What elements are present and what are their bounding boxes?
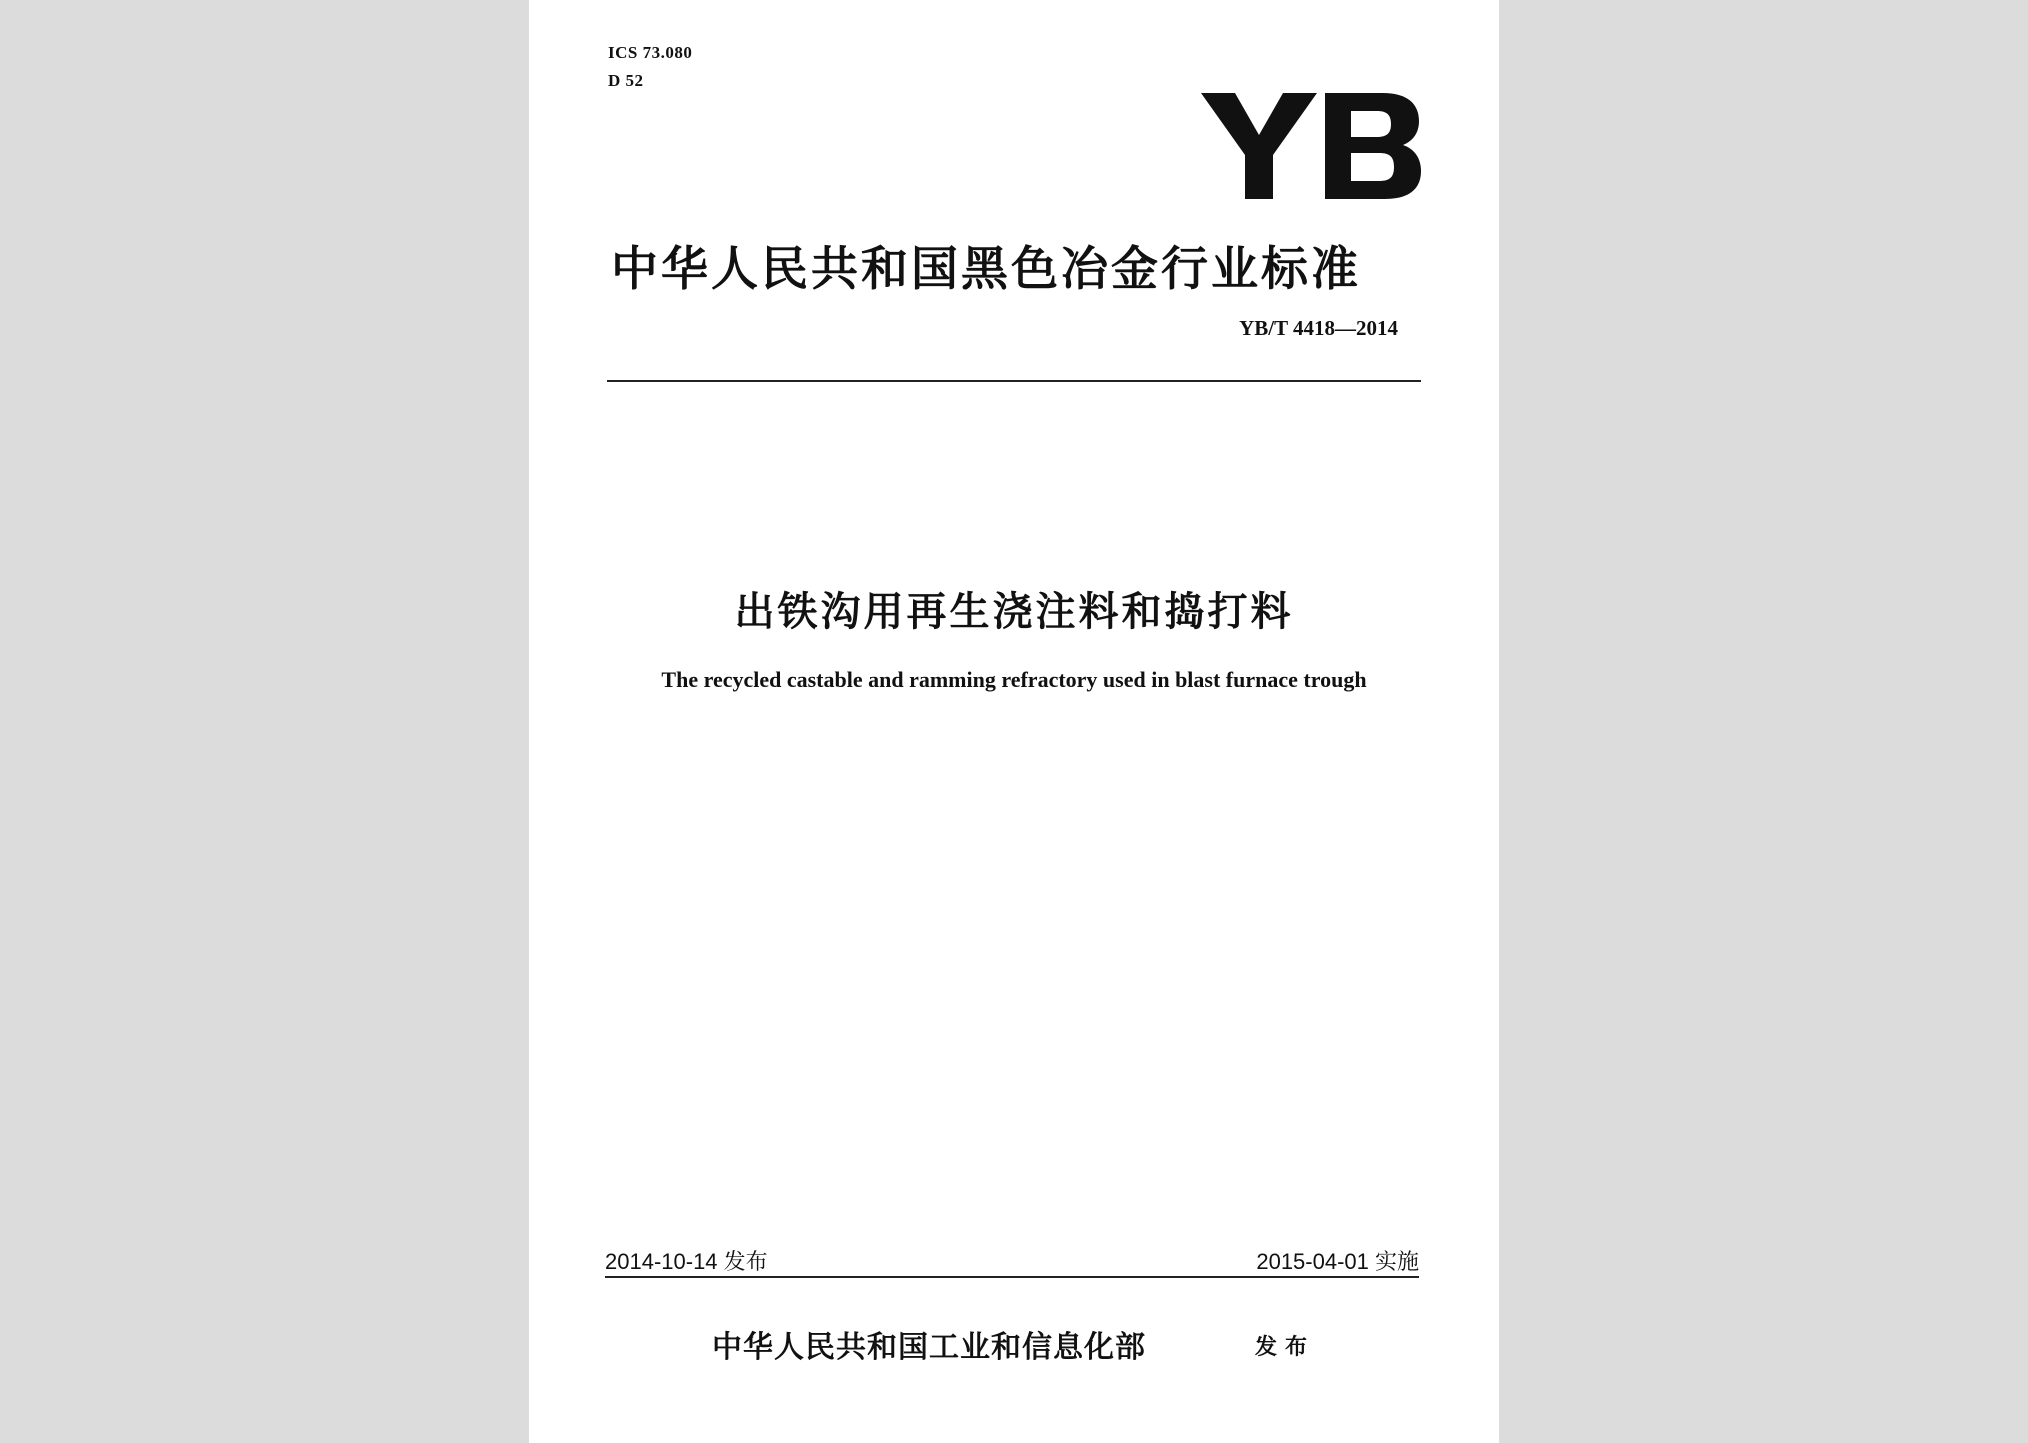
issuing-action: 发布 bbox=[1255, 1334, 1316, 1360]
standard-number: YB/T 4418—2014 bbox=[1239, 316, 1398, 340]
header-divider bbox=[607, 380, 1421, 382]
document-title-english: The recycled castable and ramming refractory used in blast furnace trough bbox=[661, 667, 1367, 692]
release-date: 2014-10-14 发布 bbox=[605, 1249, 768, 1274]
yb-logo bbox=[1201, 93, 1421, 203]
ccs-code: D 52 bbox=[608, 71, 644, 90]
document-page bbox=[529, 0, 1499, 1443]
footer-divider bbox=[605, 1276, 1419, 1278]
effective-date: 2015-04-01 实施 bbox=[1256, 1249, 1419, 1274]
standard-category-title: 中华人民共和国黑色冶金行业标准 bbox=[611, 242, 1361, 297]
ics-code: ICS 73.080 bbox=[608, 43, 693, 62]
date-row bbox=[605, 1245, 1419, 1277]
issuing-authority: 中华人民共和国工业和信息化部 bbox=[712, 1330, 1146, 1365]
document-title-chinese: 出铁沟用再生浇注料和捣打料 bbox=[734, 589, 1294, 635]
